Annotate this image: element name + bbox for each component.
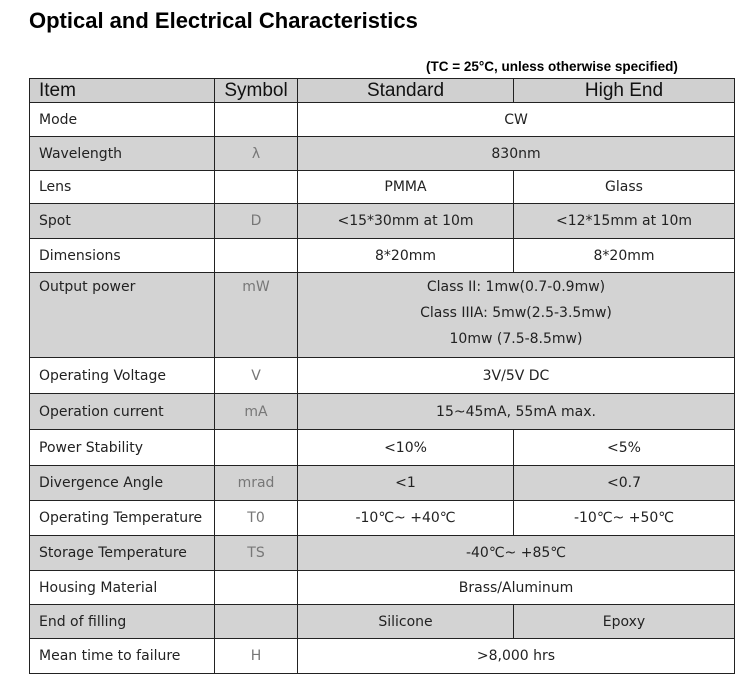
high-end-cell: 8*20mm (514, 239, 735, 273)
high-end-cell: Glass (514, 171, 735, 204)
item-cell: Operation current (30, 394, 215, 430)
symbol-cell: mA (215, 394, 298, 430)
item-cell: Mode (30, 103, 215, 137)
value-cell (298, 273, 735, 358)
value-cell: CW (298, 103, 735, 137)
value-cell: 830nm (298, 137, 735, 171)
header-high-end: High End (514, 79, 735, 103)
standard-cell: Silicone (298, 605, 514, 639)
table-row (30, 239, 735, 273)
symbol-cell: T0 (215, 501, 298, 536)
high-end-cell: -10℃~ +50℃ (514, 501, 735, 536)
symbol-cell: λ (215, 137, 298, 171)
standard-cell: PMMA (298, 171, 514, 204)
table-row (30, 639, 735, 674)
table-header-row (30, 79, 735, 103)
high-end-cell: Epoxy (514, 605, 735, 639)
item-cell: Lens (30, 171, 215, 204)
value-cell: -40℃~ +85℃ (298, 536, 735, 571)
item-cell: Operating Voltage (30, 358, 215, 394)
symbol-cell: D (215, 204, 298, 239)
table-row (30, 103, 735, 137)
table-row (30, 273, 735, 358)
table-row (30, 571, 735, 605)
value-cell: 15~45mA, 55mA max. (298, 394, 735, 430)
item-cell: Wavelength (30, 137, 215, 171)
table-row (30, 171, 735, 204)
value-line: 10mw (7.5-8.5mw) (449, 331, 583, 347)
symbol-cell (215, 605, 298, 639)
item-cell: Mean time to failure (30, 639, 215, 674)
symbol-cell (215, 171, 298, 204)
value-line: Class IIIA: 5mw(2.5-3.5mw) (420, 305, 612, 321)
table-row (30, 358, 735, 394)
item-cell: Output power (30, 273, 215, 358)
table-row (30, 394, 735, 430)
symbol-cell: mW (215, 273, 298, 358)
high-end-cell: <5% (514, 430, 735, 466)
characteristics-table (29, 78, 735, 674)
table-row (30, 501, 735, 536)
item-cell: Power Stability (30, 430, 215, 466)
symbol-cell (215, 103, 298, 137)
standard-cell: -10℃~ +40℃ (298, 501, 514, 536)
standard-cell: <15*30mm at 10m (298, 204, 514, 239)
item-cell: Housing Material (30, 571, 215, 605)
item-cell: End of filling (30, 605, 215, 639)
header-item: Item (30, 79, 215, 103)
item-cell: Spot (30, 204, 215, 239)
high-end-cell: <0.7 (514, 466, 735, 501)
item-cell: Operating Temperature (30, 501, 215, 536)
symbol-cell (215, 239, 298, 273)
symbol-cell (215, 430, 298, 466)
value-line: Class II: 1mw(0.7-0.9mw) (426, 279, 606, 295)
high-end-cell: <12*15mm at 10m (514, 204, 735, 239)
item-cell: Divergence Angle (30, 466, 215, 501)
standard-cell: <1 (298, 466, 514, 501)
value-cell: Brass/Aluminum (298, 571, 735, 605)
header-symbol: Symbol (215, 79, 298, 103)
item-cell: Storage Temperature (30, 536, 215, 571)
symbol-cell: TS (215, 536, 298, 571)
symbol-cell: V (215, 358, 298, 394)
table-row (30, 466, 735, 501)
table-row (30, 536, 735, 571)
header-standard: Standard (298, 79, 514, 103)
standard-cell: 8*20mm (298, 239, 514, 273)
item-cell: Dimensions (30, 239, 215, 273)
table-row (30, 137, 735, 171)
value-cell: 3V/5V DC (298, 358, 735, 394)
symbol-cell: H (215, 639, 298, 674)
page-title: Optical and Electrical Characteristics (29, 8, 418, 33)
symbol-cell (215, 571, 298, 605)
table-row (30, 430, 735, 466)
symbol-cell: mrad (215, 466, 298, 501)
table-row (30, 204, 735, 239)
standard-cell: <10% (298, 430, 514, 466)
test-condition-note: (TC = 25°C, unless otherwise specified) (426, 59, 678, 74)
table-row (30, 605, 735, 639)
value-cell: >8,000 hrs (298, 639, 735, 674)
